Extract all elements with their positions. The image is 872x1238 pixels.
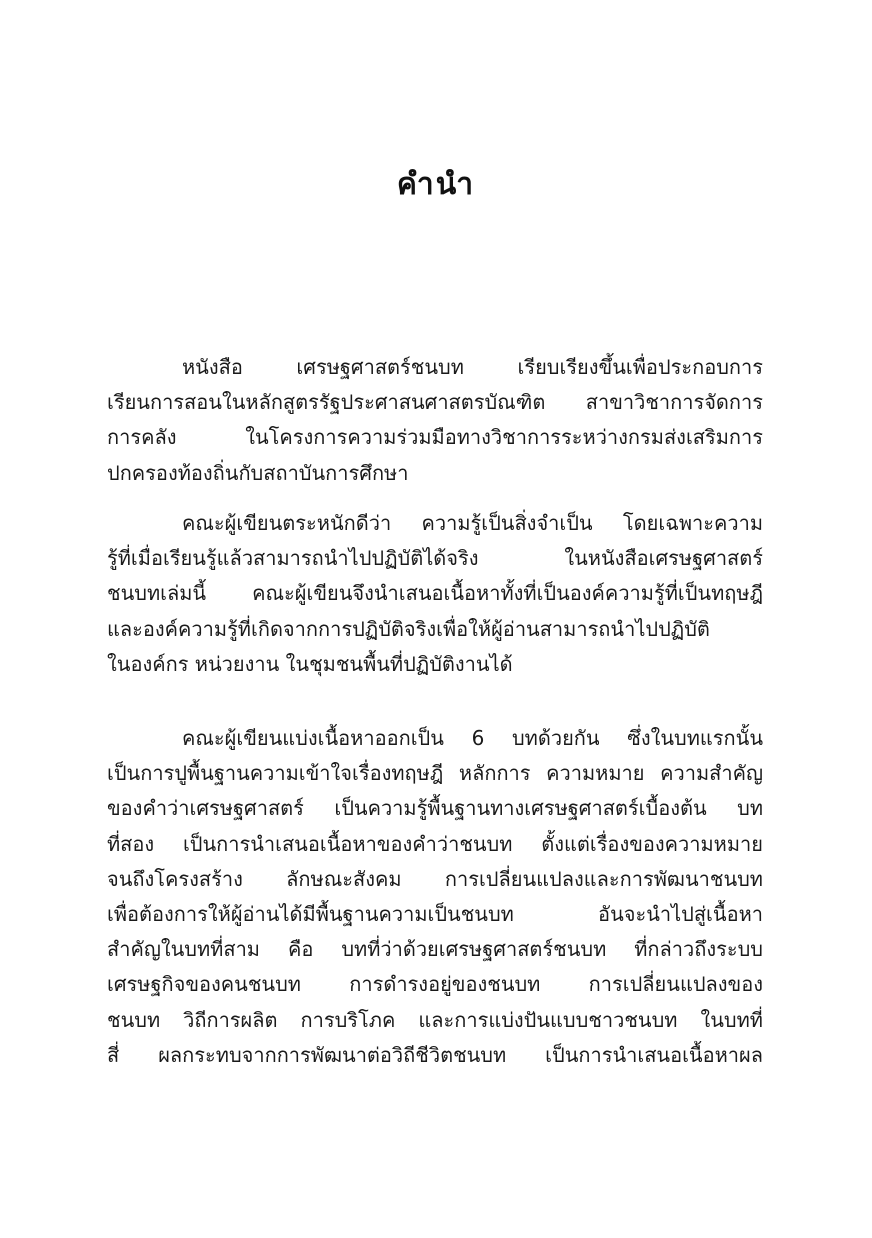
paragraph-line: สี่ ผลกระทบจากการพัฒนาต่อวิถีชีวิตชนบท เป็นการนำเสนอเนื้อหาผล — [107, 1042, 763, 1067]
page-title: คำนำ — [396, 167, 476, 203]
paragraph-line: หนังสือ เศรษฐศาสตร์ชนบท เรียบเรียงขึ้นเพื่อประกอบการ — [182, 355, 763, 379]
paragraph-line: เป็นการปูพื้นฐานความเข้าใจเรื่องทฤษฎี หลักการ ความหมาย ความสำคัญ — [107, 761, 763, 786]
paragraph-line: ชนบทเล่มนี้ คณะผู้เขียนจึงนำเสนอเนื้อหาทั้งที่เป็นองค์ความรู้ที่เป็นทฤษฎี — [107, 581, 763, 606]
paragraph-line: คณะผู้เขียนแบ่งเนื้อหาออกเป็น 6 บทด้วยกัน ซึ่งในบทแรกนั้น — [182, 726, 763, 750]
paragraph-line: ที่สอง เป็นการนำเสนอเนื้อหาของคำว่าชนบท ตั้งแต่เรื่องของความหมาย — [107, 831, 763, 856]
paragraph-line: รู้ที่เมื่อเรียนรู้แล้วสามารถนำไปปฏิบัติได้จริง ในหนังสือเศรษฐศาสตร์ — [107, 546, 763, 571]
paragraph-line: เศรษฐกิจของคนชนบท การดำรงอยู่ของชนบท การเปลี่ยนแปลงของ — [107, 972, 763, 997]
paragraph-line: การคลัง ในโครงการความร่วมมือทางวิชาการระหว่างกรมส่งเสริมการ — [107, 425, 763, 450]
paragraph-line: ปกครองท้องถิ่นกับสถาบันการศึกษา — [107, 460, 409, 485]
paragraph-line: และองค์ความรู้ที่เกิดจากการปฏิบัติจริงเพื่อให้ผู้อ่านสามารถนำไปปฏิบัติ — [107, 616, 710, 641]
paragraph-2 — [107, 506, 763, 682]
paragraph-line: สำคัญในบทที่สาม คือ บทที่ว่าด้วยเศรษฐศาสตร์ชนบท ที่กล่าวถึงระบบ — [107, 937, 763, 962]
paragraph-line: ของคำว่าเศรษฐศาสตร์ เป็นความรู้พื้นฐานทางเศรษฐศาสตร์เบื้องต้น บท — [107, 796, 763, 821]
paragraph-line: เพื่อต้องการให้ผู้อ่านได้มีพื้นฐานความเป็นชนบท อันจะนำไปสู่เนื้อหา — [107, 901, 763, 926]
paragraph-3 — [107, 721, 763, 1073]
paragraph-line: เรียนการสอนในหลักสูตรรัฐประศาสนศาสตรบัณฑิต สาขาวิชาการจัดการ — [107, 390, 763, 415]
paragraph-line: ในองค์กร หน่วยงาน ในชุมชนพื้นที่ปฏิบัติงานได้ — [107, 651, 513, 676]
paragraph-line: จนถึงโครงสร้าง ลักษณะสังคม การเปลี่ยนแปลงและการพัฒนาชนบท — [107, 866, 763, 891]
paragraph-line: คณะผู้เขียนตระหนักดีว่า ความรู้เป็นสิ่งจำเป็น โดยเฉพาะความ — [182, 511, 763, 535]
paragraph-line: ชนบท วิถีการผลิต การบริโภค และการแบ่งปันแบบชาวชนบท ในบทที่ — [107, 1007, 763, 1032]
paragraph-1 — [107, 350, 763, 491]
